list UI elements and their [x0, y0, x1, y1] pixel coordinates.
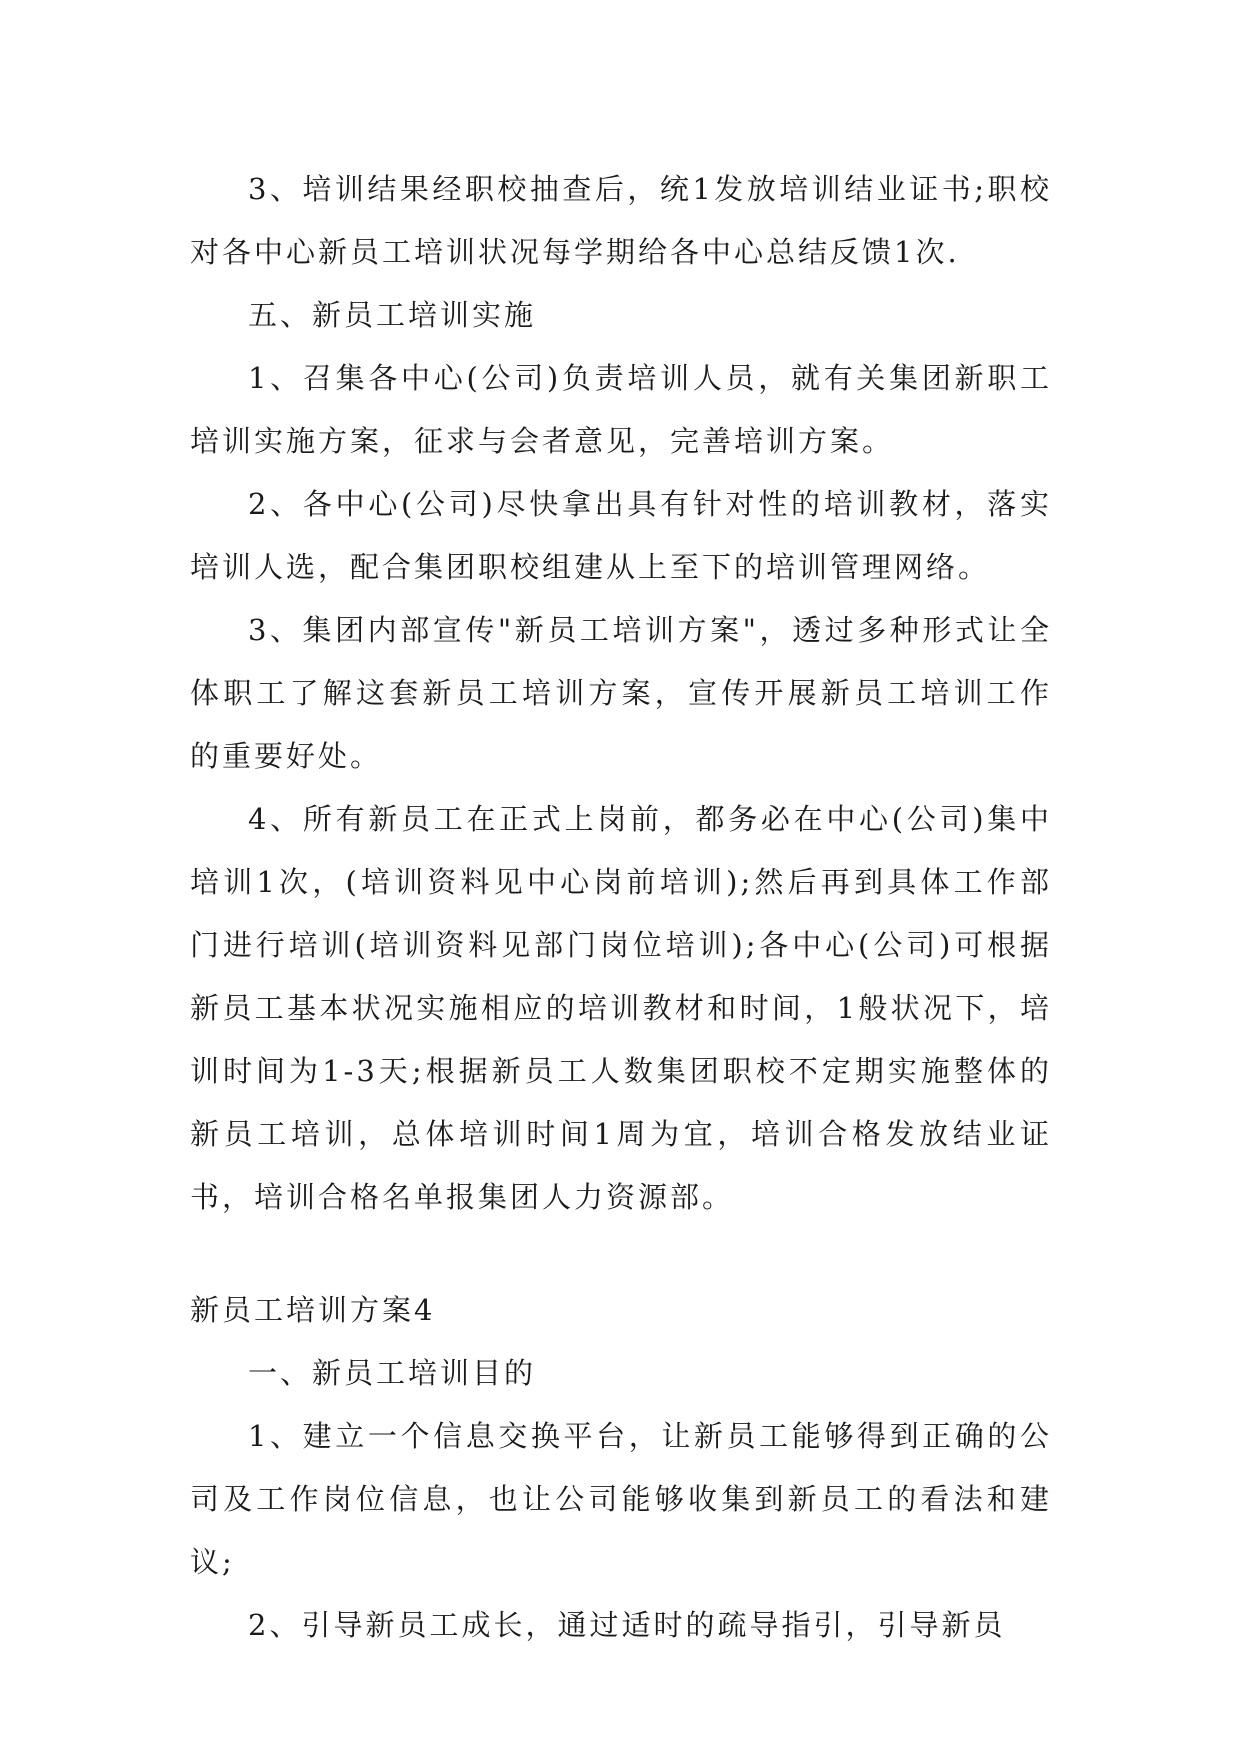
subheading-implementation: 五、新员工培训实施	[248, 298, 537, 332]
section-title: 新员工培训方案4	[190, 1293, 436, 1327]
paragraph-implementation-1: 1、召集各中心(公司)负责培训人员，就有关集团新职工培训实施方案，征求与会者意见，完善培训方案。	[190, 361, 1052, 458]
subheading-purpose: 一、新员工培训目的	[248, 1356, 537, 1390]
paragraph-purpose-2: 2、引导新员工成长，通过适时的疏导指引，引导新员	[248, 1608, 1006, 1642]
paragraph-implementation-3: 3、集团内部宣传"新员工培训方案"，透过多种形式让全体职工了解这套新员工培训方案，宣传开展新员工培训工作的重要好处。	[190, 613, 1052, 773]
paragraph-purpose-1: 1、建立一个信息交换平台，让新员工能够得到正确的公司及工作岗位信息，也让公司能够收集到新员工的看法和建议;	[190, 1419, 1052, 1579]
paragraph-implementation-4: 4、所有新员工在正式上岗前，都务必在中心(公司)集中培训1次，(培训资料见中心岗前培训);然后再到具体工作部门进行培训(培训资料见部门岗位培训);各中心(公司)可根据新员工基本状况实施相应的培训教材和时间，1般状况下，培训时间为1-3天;根据新员工人数集团职校不定期实施整体的新员工培训，总体培训时间1周为宜，培训合格发放结业证书，培训合格名单报集团人力资源部。	[190, 802, 1052, 1214]
paragraph-results-certificate: 3、培训结果经职校抽查后，统1发放培训结业证书;职校对各中心新员工培训状况每学期给各中心总结反馈1次.	[190, 172, 1052, 269]
document-body	[190, 158, 1052, 1657]
paragraph-implementation-2: 2、各中心(公司)尽快拿出具有针对性的培训教材，落实培训人选，配合集团职校组建从上至下的培训管理网络。	[190, 487, 1052, 584]
section-gap	[190, 1229, 1052, 1279]
